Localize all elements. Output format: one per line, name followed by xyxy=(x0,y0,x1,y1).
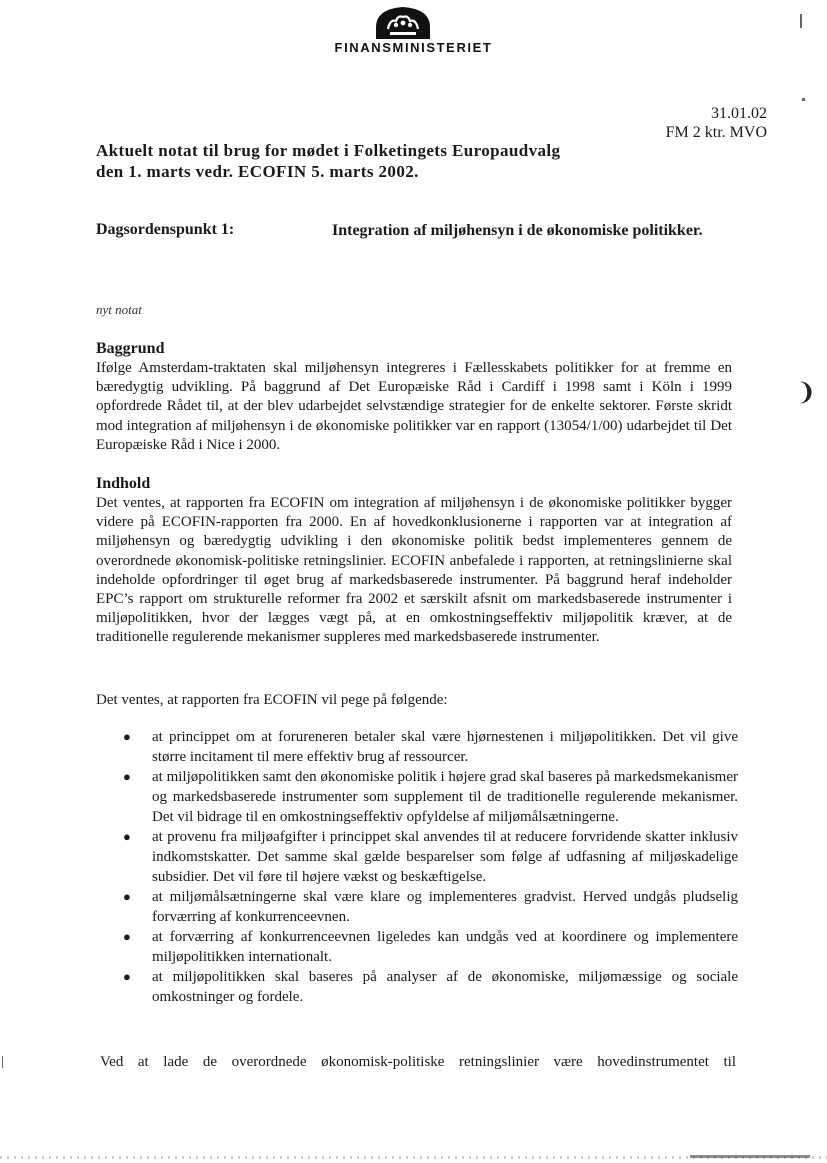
document-reference: FM 2 ktr. MVO xyxy=(665,124,767,141)
bullet-icon: ● xyxy=(123,889,131,904)
closing-text: Ved at lade de overordnede økonomisk-politiske retningslinier være hovedinstrumentet til xyxy=(100,1054,736,1070)
ministry-name: FINANSMINISTERIET xyxy=(334,40,493,55)
section-content xyxy=(96,474,732,648)
section-background xyxy=(96,339,732,455)
scan-speck xyxy=(2,1056,3,1068)
list-item xyxy=(96,767,738,827)
list-item-text: at forværring af konkurrenceevnen ligeledes kan undgås ved at koordinere og implementere miljøpolitikken internationalt. xyxy=(152,929,738,965)
bullet-icon: ● xyxy=(123,829,131,844)
expectation-intro xyxy=(96,691,732,710)
agenda-label: Dagsordenspunkt 1: xyxy=(96,221,235,238)
list-item-text: at provenu fra miljøafgifter i princippet skal anvendes til at reducere forvridende skatter inklusiv indkomstskatter. Det samme skal gælde besparelser som følge af udfasning af miljøskadelige subsidier. Det vil føre til højere vækst og beskæftigelse. xyxy=(152,829,738,885)
bullet-icon: ● xyxy=(123,729,131,744)
crown-crest-icon xyxy=(372,5,434,39)
title-line-1: Aktuelt notat til brug for mødet i Folketingets Europaudvalg xyxy=(96,141,561,160)
list-item xyxy=(96,887,738,927)
list-item xyxy=(96,927,738,967)
list-item xyxy=(96,727,738,767)
agenda-topic: Integration af miljøhensyn i de økonomiske politikker. xyxy=(332,222,703,239)
section-heading-background: Baggrund xyxy=(96,340,165,357)
list-item xyxy=(96,827,738,887)
title-line-2: den 1. marts vedr. ECOFIN 5. marts 2002. xyxy=(96,162,419,181)
section-text-content: Det ventes, at rapporten fra ECOFIN om integration af miljøhensyn i de økonomiske politikker bygger videre på ECOFIN-rapporten fra 2000. En af hovedkonklusionerne i rapporten var at integration af miljøhensyn og bæredygtig udvikling i den økonomiske politik bedst implementeres gennem de overordnede økonomisk-politiske retningslinier. ECOFIN anbefalede i rapporten, at retningslinierne skal indeholde opfordringer til øget brug af markedsbaserede instrumenter. På baggrund heraf indeholder EPC’s rapport om strukturelle reformer fra 2002 et særskilt afsnit om markedsbaserede instrumenter i miljøpolitikken, hvor der lægges vægt på, at en omkostningseffektiv miljøpolitik kræver, at de traditionelle regulerende mekanismer suppleres med markedsbaserede instrumenter. xyxy=(96,495,732,646)
list-item-text: at miljømålsætningerne skal være klare og implementeres gradvist. Herved undgås pludselig forværring af konkurrenceevnen. xyxy=(152,889,738,925)
document-date: 31.01.02 xyxy=(711,105,767,122)
list-item xyxy=(96,967,738,1007)
list-item-text: at miljøpolitikken samt den økonomiske politik i højere grad skal baseres på markedsmekanismer og markedsbaserede instrumenter som supplement til de traditionelle regulerende mekanismer. Det vil bidrage til en omkostningseffektiv opfyldelse af miljømålsætningerne. xyxy=(152,769,738,825)
scan-speck xyxy=(802,98,805,101)
list-item-text: at princippet om at forureneren betaler skal være hjørnestenen i miljøpolitikken. Det vil give større incitament til mere effektiv brug af ressourcer. xyxy=(152,729,738,765)
section-heading-content: Indhold xyxy=(96,475,151,492)
list-item-text: at miljøpolitikken skal baseres på analyser af de økonomiske, miljømæssige og sociale omkostninger og fordele. xyxy=(152,969,738,1005)
scan-edge-noise-dark xyxy=(690,1155,810,1158)
expectation-list xyxy=(96,727,738,1007)
bullet-icon: ● xyxy=(123,929,131,944)
page-title xyxy=(96,140,616,182)
expectation-intro-text: Det ventes, at rapporten fra ECOFIN vil pege på følgende: xyxy=(96,692,448,708)
note-tag: nyt notat xyxy=(96,302,142,317)
scan-speck xyxy=(800,14,802,28)
section-text-background: Ifølge Amsterdam-traktaten skal miljøhensyn integreres i Fællesskabets politikker for at fremme en bæredygtig udvikling. På baggrund af Det Europæiske Råd i Cardiff i 1998 samt i Köln i 1999 opfordrede Rådet til, at der blev udarbejdet selvstændige strategier for de enkelte sektorer. Første skridt mod integration af miljøhensyn i de økonomiske politikker var en rapport (13054/1/00) udarbejdet til Det Europæiske Råd i Nice i 2000. xyxy=(96,360,732,453)
bullet-icon: ● xyxy=(123,969,131,984)
bullet-icon: ● xyxy=(123,769,131,784)
document-meta xyxy=(666,104,767,142)
scan-mark: ❩ xyxy=(796,380,817,406)
